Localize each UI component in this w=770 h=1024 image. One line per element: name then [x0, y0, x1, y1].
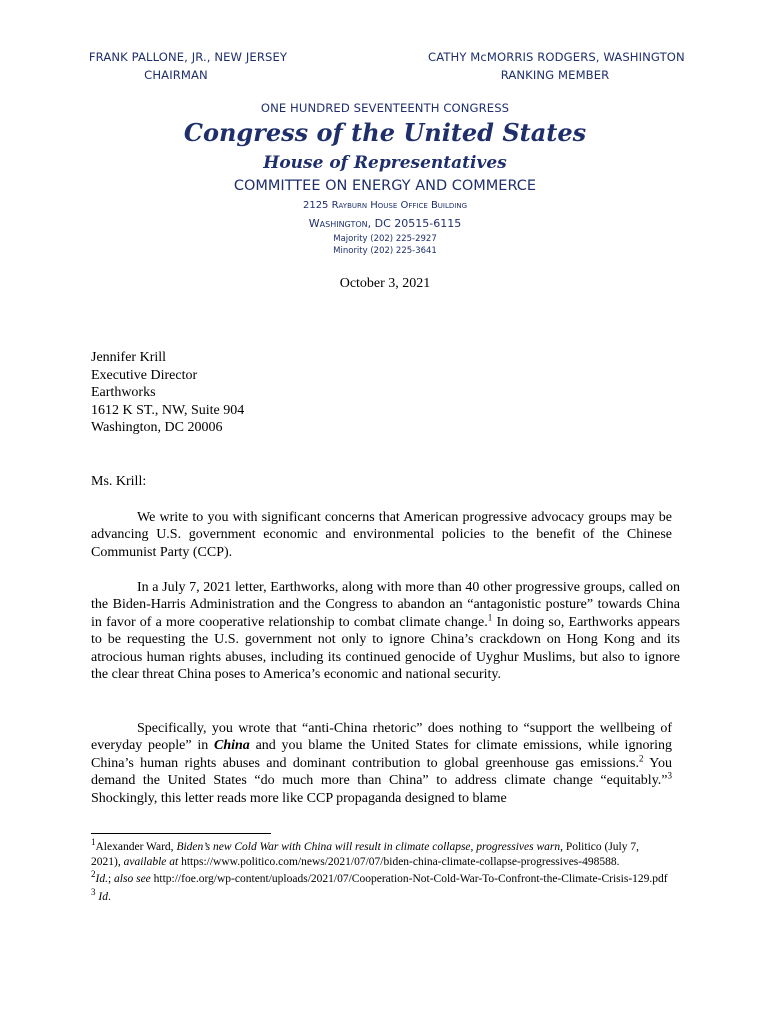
ranking-member-name: CATHY McMORRIS RODGERS, WASHINGTON: [428, 50, 685, 64]
recipient-line: Earthworks: [91, 385, 156, 400]
chairman-block: [90, 48, 290, 84]
paragraph-2-text-b: In doing so, Earthworks appears to be requesting the U.S. government not only to ignore China’s crackdown on Hong Kong and its atrocious human rights abuses, including its continued genocide of Uyghur Muslims, but also to ignore the clear threat China poses to America’s economic and national security.: [91, 614, 681, 683]
footnote-ref-3[interactable]: 3: [667, 770, 672, 781]
paragraph-3-text-b: and you blame the United States for climate emissions, while ignoring China’s human rights abuses and dominant contribution to global greenhouse gas emissions.: [91, 738, 672, 771]
emphasis-china: China: [214, 738, 250, 754]
letter-date: October 3, 2021: [339, 276, 431, 291]
house-title: House of Representatives: [263, 153, 507, 173]
ranking-member-role: RANKING MEMBER: [500, 68, 610, 82]
footnote-2-link[interactable]: http://foe.org/wp-content/uploads/2021/07/Cooperation-Not-Cold-War-To-Confront-the-Climate-Crisis-129.pdf: [150, 873, 668, 886]
recipient-line: 1612 K ST., NW, Suite 904: [91, 402, 245, 418]
address-line-2: Washington, DC 20515-6115: [308, 217, 462, 230]
footnote-1-link[interactable]: https://www.politico.com/news/2021/07/07/biden-china-climate-collapse-progressives-498588.: [178, 856, 620, 869]
recipient-line: Jennifer Krill: [91, 350, 167, 365]
footnote-1: $^1$Alexander Ward, Biden’s new Cold War with China will result in climate collapse, progressives warn, Politico (July 7, 2021), available at https://www.politico.com/news/2021/07/07/biden-china-climate-collapse-progressives-498588.: [91, 837, 639, 869]
recipient-line: Washington, DC 20006: [91, 420, 223, 435]
chairman-role: CHAIRMAN: [144, 68, 208, 82]
paragraph-3-text-a: Specifically, you wrote that “anti-China rhetoric” does nothing to “support the wellbeing of everyday people” in: [91, 721, 672, 754]
ranking-member-block: [428, 48, 685, 84]
paragraph-1: [91, 509, 672, 561]
salutation: Ms. Krill:: [91, 474, 147, 489]
paragraph-3: [91, 720, 672, 807]
footnote-divider: [91, 833, 271, 834]
congress-line: ONE HUNDRED SEVENTEENTH CONGRESS: [260, 101, 510, 115]
committee-name: COMMITTEE ON ENERGY AND COMMERCE: [233, 178, 537, 194]
minority-phone: Minority (202) 225-3641: [333, 246, 437, 256]
recipient-line: Executive Director: [91, 367, 198, 383]
address-line-1: 2125 Rayburn House Office Building: [302, 200, 468, 211]
recipient-address: [91, 349, 244, 437]
footnote-ref-1[interactable]: 1: [487, 612, 493, 623]
paragraph-2: [91, 579, 680, 683]
chairman-name: FRANK PALLONE, JR., NEW JERSEY: [88, 50, 288, 64]
paragraph-3-text-c: You demand the United States “do much more than China” to address climate change “equitably.”: [91, 755, 672, 789]
congress-title: Congress of the United States: [183, 118, 587, 147]
footnote-1-article-title: Biden’s new Cold War with China will result in climate collapse, progressives warn: [176, 841, 561, 853]
footnote-2: $^2$Id.; also see http://foe.org/wp-content/uploads/2021/07/Cooperation-Not-Cold-War-To-Confront-the-Climate-Crisis-129.pdf: [91, 869, 668, 886]
footnotes: [91, 837, 671, 905]
paragraph-3-text-d: Shockingly, this letter reads more like CCP propaganda designed to blame: [91, 790, 507, 806]
majority-phone: Majority (202) 225-2927: [333, 234, 437, 244]
paragraph-1-text: We write to you with significant concerns that American progressive advocacy groups may be advancing U.S. government economic and environmental policies to the benefit of the Chinese Communist Party (CCP).: [91, 510, 672, 560]
footnote-ref-2[interactable]: 2: [639, 753, 644, 764]
footnote-3: $^3$ Id.: [91, 886, 111, 903]
paragraph-2-text-a: In a July 7, 2021 letter, Earthworks, along with more than 40 other progressive groups, called on the Biden-Harris Administration and the Congress to abandon an “antagonistic posture” towards China in favor of a more cooperative relationship to combat climate change.: [91, 580, 680, 630]
